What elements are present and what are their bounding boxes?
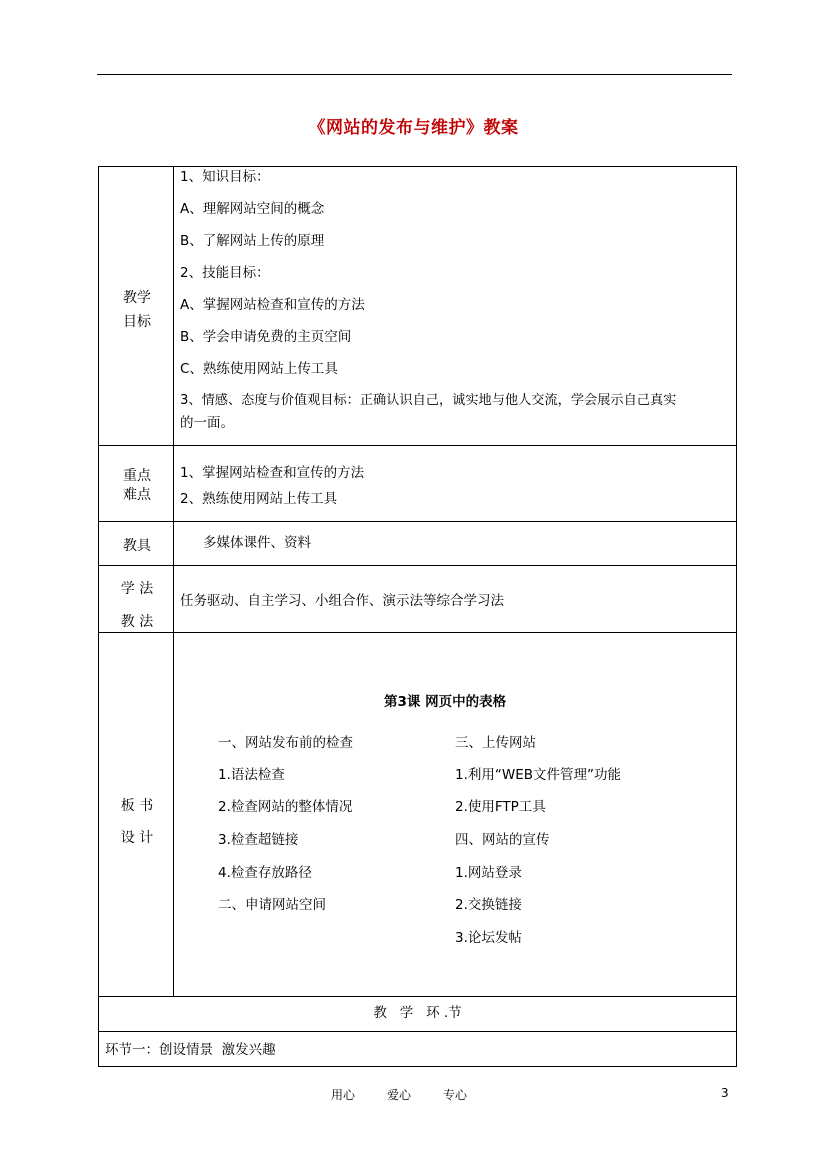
objectives-label-line1: 教学 xyxy=(123,290,151,306)
board-label-line2: 设 计 xyxy=(120,830,154,846)
footer-motto-1: 用心 xyxy=(331,1088,356,1102)
board-right-item: 3.论坛发帖 xyxy=(455,930,522,946)
objective-item: B、学会申请免费的主页空间 xyxy=(180,329,352,345)
board-right-item: 2.交换链接 xyxy=(455,897,522,913)
objective-item: 1、知识目标： xyxy=(180,169,270,185)
keypoints-label-line1: 重点 xyxy=(123,468,151,484)
objective-item: 3、情感、态度与价值观目标：正确认识自己，诚实地与他人交流，学会展示自己真实 xyxy=(180,393,677,408)
board-right-item: 1.网站登录 xyxy=(455,865,522,881)
header-rule xyxy=(97,74,732,75)
methods-content: 任务驱动、自主学习、小组合作、演示法等综合学习法 xyxy=(180,593,504,609)
board-left-item: 2.检查网站的整体情况 xyxy=(218,799,353,815)
objective-item: B、了解网站上传的原理 xyxy=(180,233,325,249)
objective-item: A、掌握网站检查和宣传的方法 xyxy=(180,297,365,313)
tools-content: 多媒体课件、资料 xyxy=(203,535,311,551)
board-label-line1: 板 书 xyxy=(120,798,154,814)
objective-item: A、理解网站空间的概念 xyxy=(180,201,325,217)
board-left-item: 1.语法检查 xyxy=(218,767,285,783)
keypoints-label-line2: 难点 xyxy=(123,487,151,503)
keypoint-item: 1、掌握网站检查和宣传的方法 xyxy=(180,465,365,481)
footer-motto-3: 专心 xyxy=(443,1088,468,1102)
board-right-item: 2.使用FTP工具 xyxy=(455,799,546,815)
board-right-item: 三、上传网站 xyxy=(455,735,536,751)
board-left-item: 二、申请网站空间 xyxy=(218,897,326,913)
board-right-item: 四、网站的宣传 xyxy=(455,832,550,848)
stages-header: 教 学 环 .节 xyxy=(373,1005,462,1021)
objective-item: 的一面。 xyxy=(180,415,234,431)
objectives-label-line2: 目标 xyxy=(123,314,151,330)
board-left-item: 4.检查存放路径 xyxy=(218,865,312,881)
board-left-item: 3.检查超链接 xyxy=(218,832,299,848)
objective-item: C、熟练使用网站上传工具 xyxy=(180,361,338,377)
board-left-item: 一、网站发布前的检查 xyxy=(218,735,353,751)
methods-label-line2: 教 法 xyxy=(120,614,154,630)
objective-item: 2、技能目标： xyxy=(180,265,270,281)
board-heading: 第3课 网页中的表格 xyxy=(384,694,507,710)
board-right-item: 1.利用“WEB文件管理”功能 xyxy=(455,767,622,783)
page-number: 3 xyxy=(721,1086,729,1100)
document-title: 《网站的发布与维护》教案 xyxy=(308,118,519,138)
footer-motto-2: 爱心 xyxy=(387,1088,412,1102)
keypoint-item: 2、熟练使用网站上传工具 xyxy=(180,491,338,507)
methods-label-line1: 学 法 xyxy=(120,581,154,597)
tools-label: 教具 xyxy=(123,538,151,554)
stage-one: 环节一：创设情景 激发兴趣 xyxy=(105,1042,276,1058)
